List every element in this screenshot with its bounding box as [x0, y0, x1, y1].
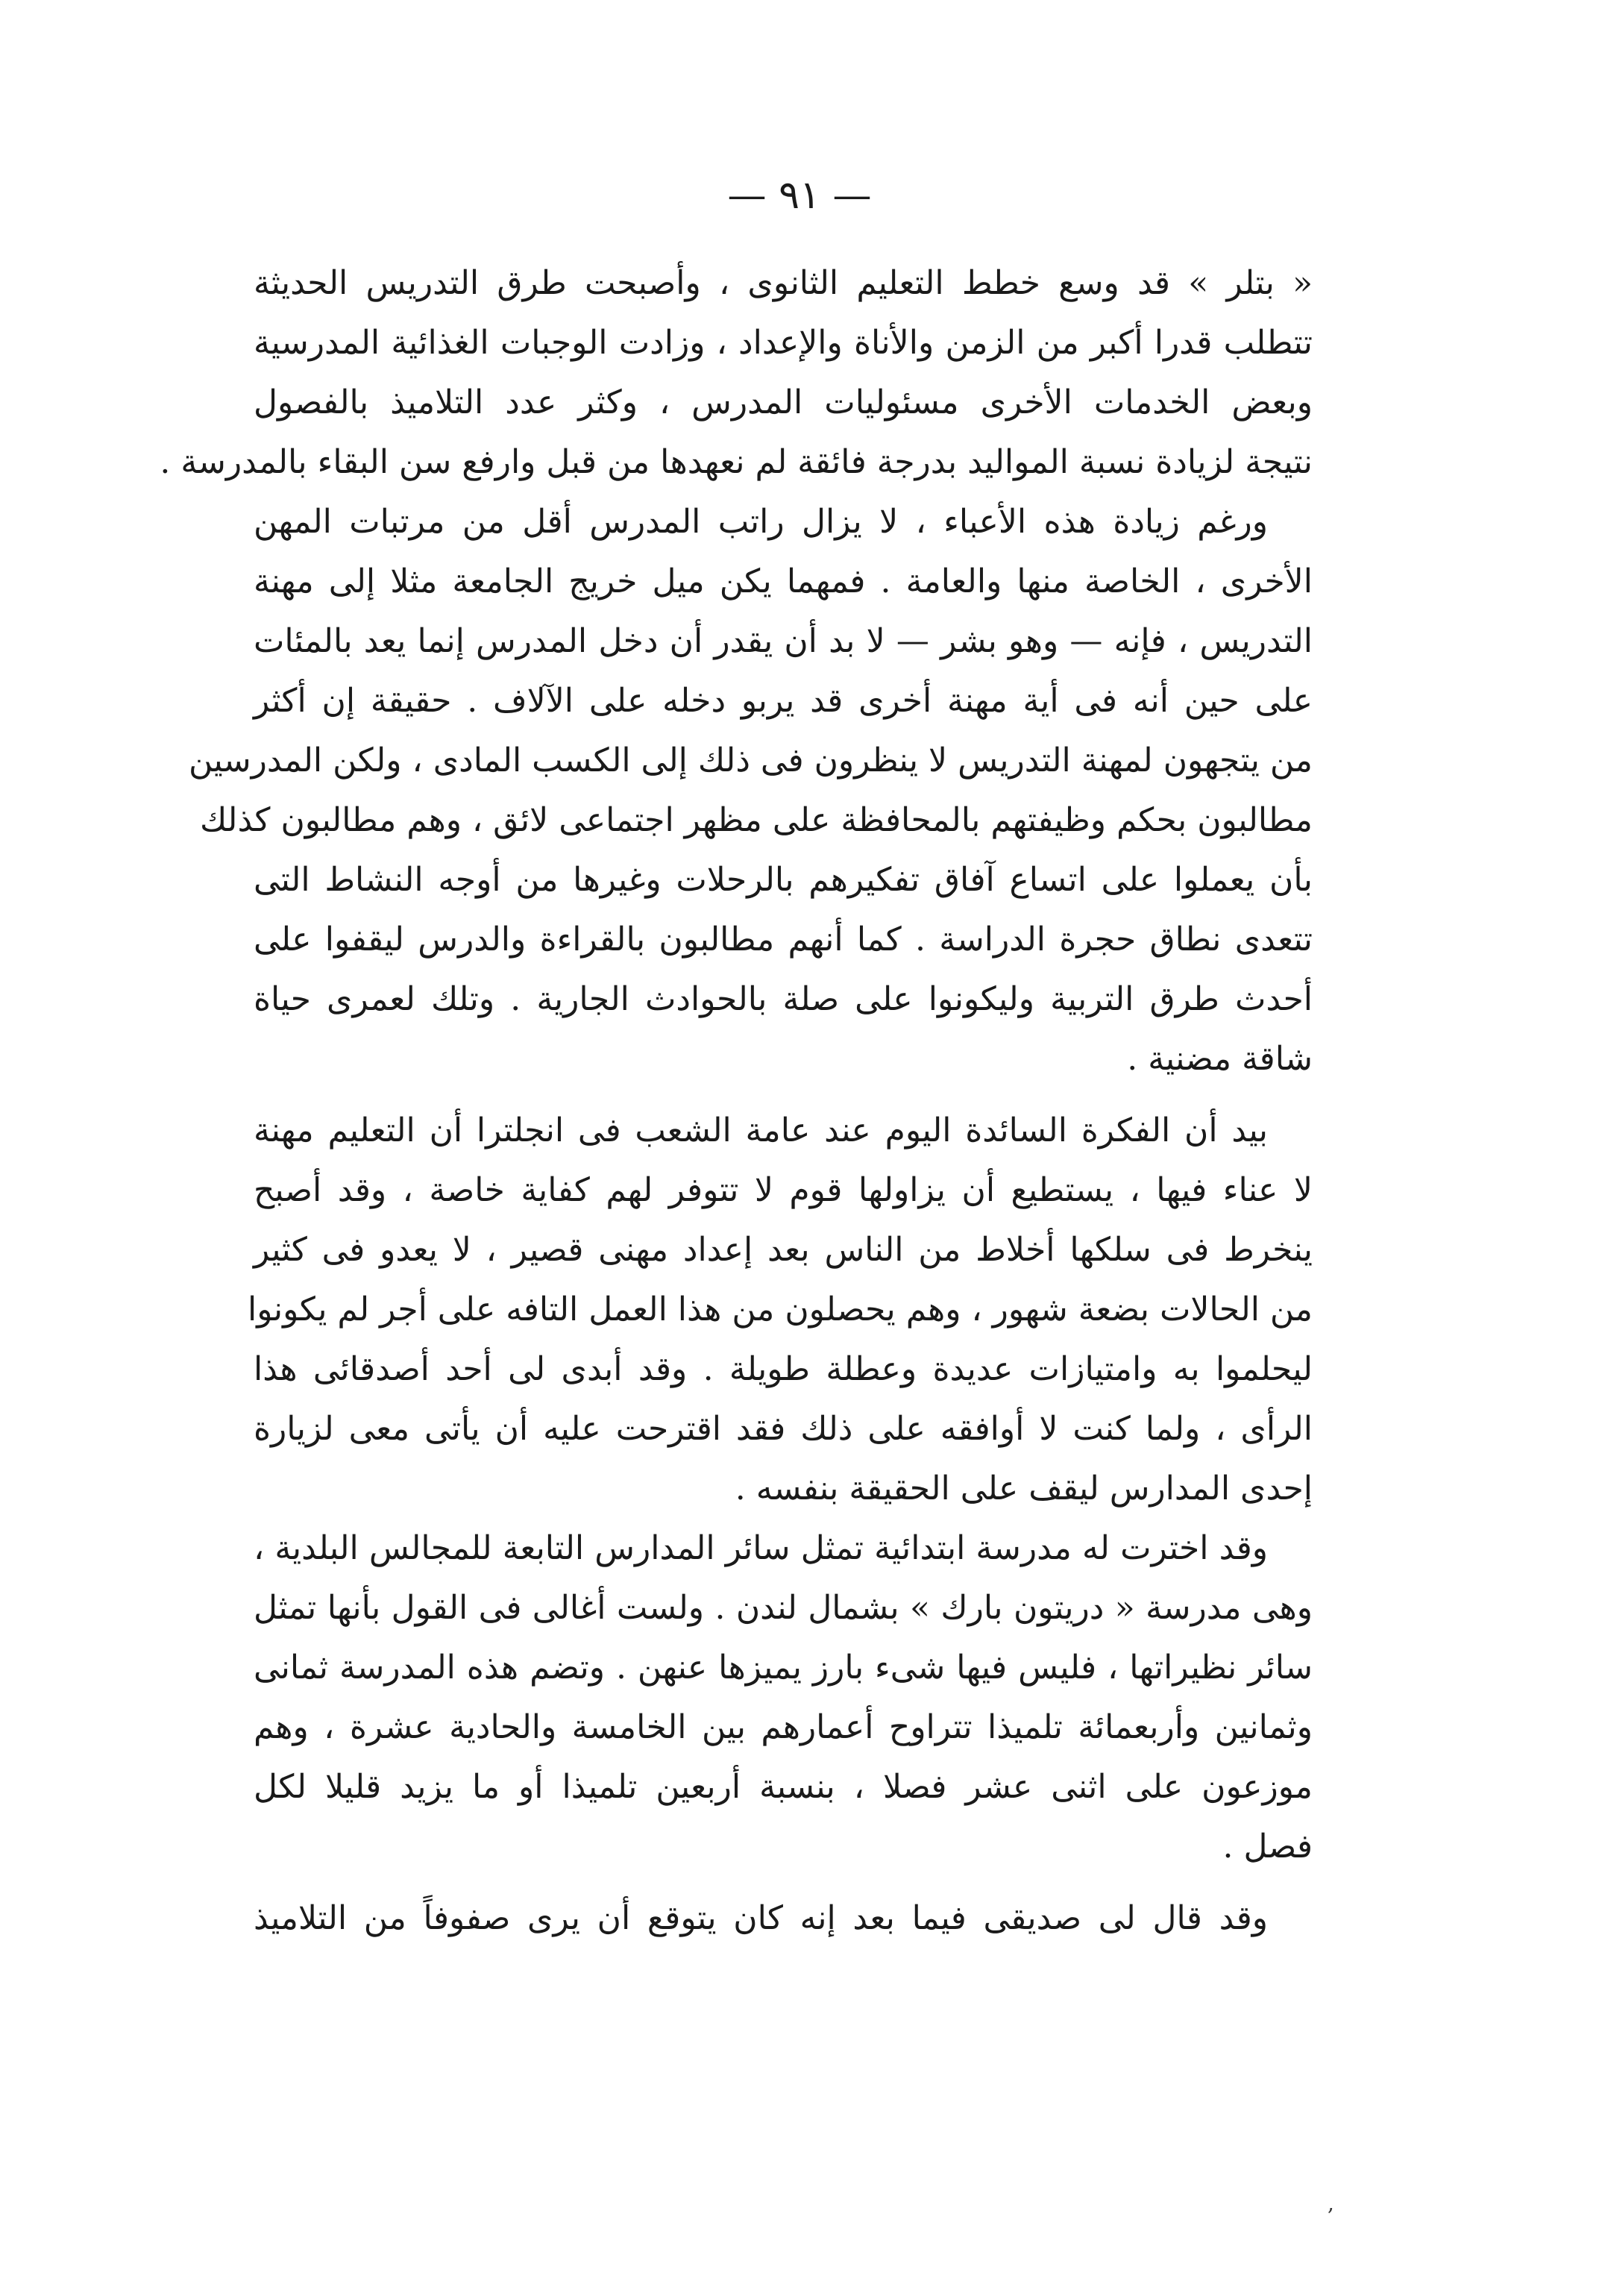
text-line: نتيجة لزيادة نسبة المواليد بدرجة فائقة لم نعهدها من قبل وارفع سن البقاء بالمدرسة . — [160, 443, 1313, 481]
text-line: إحدى المدارس ليقف على الحقيقة بنفسه . — [735, 1469, 1313, 1508]
ink-speck: , — [1328, 2191, 1334, 2215]
paragraph-4 — [254, 1519, 1313, 1877]
text-line: الأخرى ، الخاصة منها والعامة . فمهما يكن ميل خريج الجامعة مثلا إلى مهنة — [254, 562, 1313, 600]
text-line: فصل . — [1222, 1828, 1313, 1866]
text-line: تتعدى نطاق حجرة الدراسة . كما أنهم مطالبون بالقراءة والدرس ليقفوا على — [254, 920, 1313, 959]
text-line: سائر نظيراتها ، فليس فيها شىء بارز يميزها عنهن . وتضم هذه المدرسة ثمانى — [254, 1649, 1313, 1687]
paragraph-3 — [247, 1101, 1313, 1519]
paragraph-2 — [189, 492, 1313, 1089]
text-line: موزعون على اثنى عشر فصلا ، بنسبة أربعين تلميذا أو ما يزيد قليلا لكل — [254, 1768, 1313, 1806]
text-line: الرأى ، ولما كنت لا أوافقه على ذلك فقد اقترحت عليه أن يأتى معى لزيارة — [254, 1410, 1313, 1448]
text-line: التدريس ، فإنه — وهو بشر — لا بد أن يقدر أن دخل المدرس إنما يعد بالمئات — [254, 622, 1313, 660]
paragraph-spacer — [254, 1089, 1313, 1101]
paragraph-spacer — [254, 1877, 1313, 1889]
text-line: بأن يعملوا على اتساع آفاق تفكيرهم بالرحلات وغيرها من أوجه النشاط التى — [254, 861, 1313, 899]
page-number: — ٩١ — — [727, 173, 872, 218]
text-line: من الحالات بضعة شهور ، وهم يحصلون من هذا العمل التافه على أجر لم يكونوا — [247, 1290, 1313, 1329]
body-text — [160, 254, 1313, 1948]
paragraph-5 — [254, 1889, 1313, 1948]
text-line: أحدث طرق التربية وليكونوا على صلة بالحوادث الجارية . وتلك لعمرى حياة — [254, 980, 1313, 1018]
text-line: مطالبون بحكم وظيفتهم بالمحافظة على مظهر اجتماعى لائق ، وهم مطالبون كذلك — [199, 801, 1313, 839]
text-line: شاقة مضنية . — [1127, 1040, 1313, 1078]
text-line: ليحلموا به وامتيازات عديدة وعطلة طويلة . وقد أبدى لى أحد أصدقائى هذا — [254, 1350, 1313, 1388]
text-line: على حين أنه فى أية مهنة أخرى قد يربو دخله على الآلاف . حقيقة إن أكثر — [254, 682, 1313, 720]
text-line: وبعض الخدمات الأخرى مسئوليات المدرس ، وكثر عدد التلاميذ بالفصول — [254, 383, 1313, 421]
text-line: وقد قال لى صديقى فيما بعد إنه كان يتوقع أن يرى صفوفاً من التلاميذ — [254, 1899, 1268, 1937]
text-line: من يتجهون لمهنة التدريس لا ينظرون فى ذلك إلى الكسب المادى ، ولكن المدرسين — [189, 741, 1313, 780]
text-line: ورغم زيادة هذه الأعباء ، لا يزال راتب المدرس أقل من مرتبات المهن — [254, 503, 1268, 541]
text-line: ينخرط فى سلكها أخلاط من الناس بعد إعداد مهنى قصير ، لا يعدو فى كثير — [254, 1231, 1313, 1269]
text-line: بيد أن الفكرة السائدة اليوم عند عامة الشعب فى انجلترا أن التعليم مهنة — [254, 1111, 1268, 1149]
text-line: وهى مدرسة « دريتون بارك » بشمال لندن . ولست أغالى فى القول بأنها تمثل — [254, 1589, 1313, 1627]
text-line: وقد اخترت له مدرسة ابتدائية تمثل سائر المدارس التابعة للمجالس البلدية ، — [254, 1529, 1268, 1567]
text-line: وثمانين وأربعمائة تلميذا تتراوح أعمارهم بين الخامسة والحادية عشرة ، وهم — [254, 1708, 1313, 1746]
text-line: تتطلب قدرا أكبر من الزمن والأناة والإعداد ، وزادت الوجبات الغذائية المدرسية — [254, 324, 1313, 362]
text-line: لا عناء فيها ، يستطيع أن يزاولها قوم لا تتوفر لهم كفاية خاصة ، وقد أصبح — [254, 1171, 1313, 1209]
text-line: « بتلر » قد وسع خطط التعليم الثانوى ، وأصبحت طرق التدريس الحديثة — [254, 264, 1313, 302]
paragraph-1 — [160, 254, 1313, 492]
